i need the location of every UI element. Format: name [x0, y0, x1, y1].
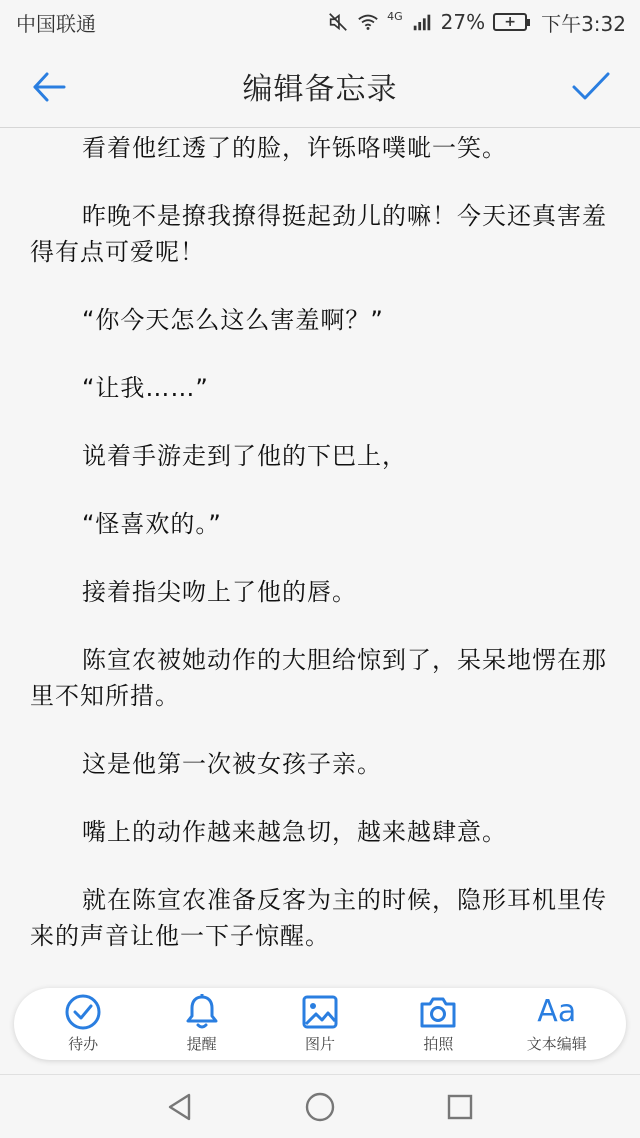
camera-icon	[418, 994, 458, 1030]
note-editor[interactable]	[0, 128, 640, 978]
text-format-icon: Aa	[537, 994, 577, 1029]
status-icons	[327, 8, 626, 37]
note-paragraph[interactable]: 嘴上的动作越来越急切，越来越肆意。	[82, 818, 507, 846]
clock: 下午3:32	[541, 11, 626, 36]
note-paragraph[interactable]: “让我……”	[82, 374, 209, 402]
signal-icon	[411, 11, 433, 33]
bell-icon	[185, 993, 219, 1031]
image-button[interactable]	[265, 988, 375, 1060]
note-paragraph[interactable]: 接着指尖吻上了他的唇。	[82, 578, 357, 606]
battery-charge-text: +	[504, 14, 516, 30]
note-paragraph[interactable]: 陈宣农被她动作的大胆给惊到了，呆呆地愣在那里不知所措。	[30, 646, 607, 710]
reminder-label: 提醒	[186, 1035, 217, 1053]
arrow-left-icon	[31, 69, 67, 105]
image-icon	[301, 994, 339, 1030]
note-paragraph[interactable]: 看着他红透了的脸，许铄咯噗呲一笑。	[82, 134, 507, 162]
editor-toolbar	[14, 988, 626, 1060]
circle-home-icon	[304, 1091, 336, 1123]
note-paragraph[interactable]: 这是他第一次被女孩子亲。	[82, 750, 382, 778]
triangle-back-icon	[165, 1092, 195, 1122]
status-bar	[0, 0, 640, 44]
note-paragraph[interactable]: “你今天怎么这么害羞啊？”	[82, 306, 384, 334]
network-type: 4G	[387, 9, 403, 23]
note-paragraph[interactable]: 就在陈宣农准备反客为主的时候，隐形耳机里传来的声音让他一下子惊醒。	[30, 886, 607, 950]
camera-label: 拍照	[423, 1035, 454, 1053]
reminder-button[interactable]	[147, 988, 257, 1060]
page-title: 编辑备忘录	[242, 71, 398, 107]
back-button[interactable]	[26, 64, 72, 110]
nav-home-button[interactable]	[300, 1087, 340, 1127]
mute-icon	[327, 11, 349, 33]
carrier-label: 中国联通	[16, 11, 96, 36]
note-paragraph[interactable]: “怪喜欢的。”	[82, 510, 222, 538]
text-format-label: 文本编辑	[526, 1035, 587, 1053]
image-label: 图片	[304, 1035, 335, 1053]
nav-recents-button[interactable]	[440, 1087, 480, 1127]
save-button[interactable]	[568, 64, 614, 110]
text-format-button[interactable]	[502, 988, 612, 1060]
wifi-icon	[357, 11, 379, 33]
nav-back-button[interactable]	[160, 1087, 200, 1127]
todo-label: 待办	[68, 1035, 99, 1053]
checkmark-icon	[571, 69, 611, 105]
note-paragraph[interactable]: 说着手游走到了他的下巴上，	[82, 442, 407, 470]
check-circle-icon	[64, 993, 102, 1031]
battery-icon	[493, 13, 527, 31]
note-paragraph[interactable]: 昨晚不是撩我撩得挺起劲儿的嘛！今天还真害羞得有点可爱呢！	[30, 202, 607, 266]
system-nav-bar	[0, 1074, 640, 1138]
camera-button[interactable]	[383, 988, 493, 1060]
todo-button[interactable]	[28, 988, 138, 1060]
header	[0, 44, 640, 128]
square-recents-icon	[445, 1092, 475, 1122]
battery-percent: 27%	[440, 10, 486, 34]
